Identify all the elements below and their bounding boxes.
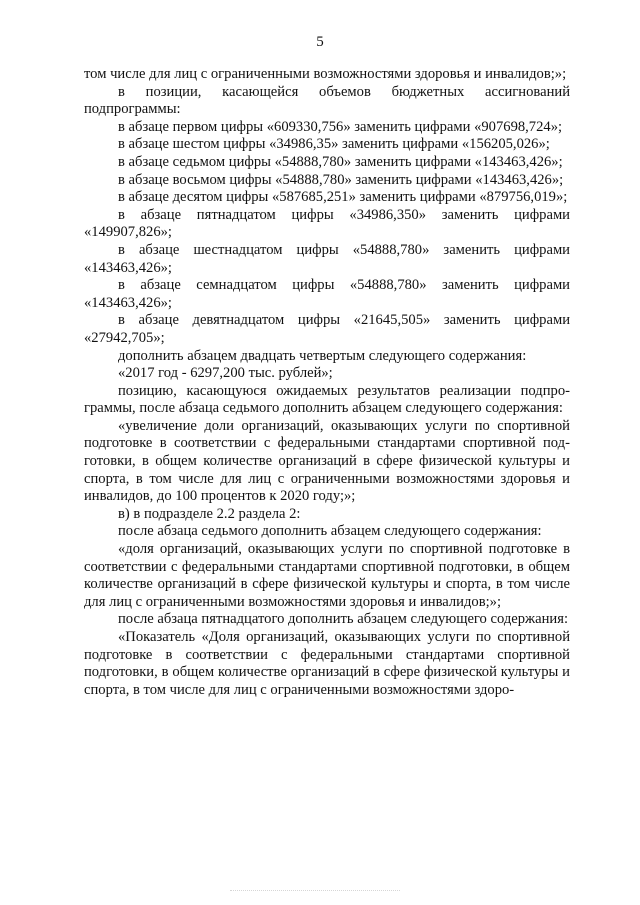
- paragraph: «доля организаций, оказывающих услуги по спортивной подготовке в соответствии с федеральными стандартами спортивной подготовки, в общем количестве организаций в сфере физической культуры и спорта, в том числе для лиц с ограниченными возможностями здоровья и инвалидов;»;: [84, 541, 570, 610]
- paragraph: «увеличение доли организаций, оказывающих услуги по спортивной подготовке в соответствии с федеральными стандартами спортивной подготовки, в общем количестве организаций в сфере физической культуры и спорта, в том числе для лиц с ограниченными возможностями здоровья и инвалидов, до 100 процентов к 2020 году;»;: [84, 417, 570, 505]
- paragraph: в абзаце шестнадцатом цифры «54888,780» заменить цифрами «143463,426»;: [84, 241, 570, 276]
- paragraph: в абзаце первом цифры «609330,756» заменить цифрами «907698,724»;: [118, 118, 563, 135]
- paragraph: в абзаце седьмом цифры «54888,780» заменить цифрами «143463,426»;: [118, 153, 563, 170]
- paragraph: в абзаце пятнадцатом цифры «34986,350» заменить цифрами «149907,826»;: [84, 206, 570, 241]
- scan-artifact: [230, 890, 400, 894]
- paragraph: том числе для лиц с ограниченными возможностями здоровья и инвалидов;»;: [84, 66, 567, 82]
- paragraph: в абзаце шестом цифры «34986,35» заменить цифрами «156205,026»;: [118, 136, 550, 153]
- page-number: 5: [316, 34, 324, 50]
- paragraph: в абзаце десятом цифры «587685,251» заменить цифрами «879756,019»;: [118, 189, 568, 206]
- paragraph: «2017 год - 6297,200 тыс. рублей»;: [118, 365, 333, 382]
- paragraph: в позиции, касающейся объемов бюджетных ассигнований подпрограммы:: [84, 83, 570, 118]
- paragraph: в абзаце восьмом цифры «54888,780» заменить цифрами «143463,426»;: [118, 171, 564, 188]
- paragraph: в абзаце девятнадцатом цифры «21645,505» заменить цифрами «27942,705»;: [84, 312, 570, 346]
- paragraph: в) в подразделе 2.2 раздела 2:: [118, 505, 301, 522]
- document-body: [84, 66, 570, 699]
- paragraph: дополнить абзацем двадцать четвертым следующего содержания:: [118, 347, 527, 364]
- paragraph: «Показатель «Доля организаций, оказывающих услуги по спортивной подготовке в соответствии с федеральными стандартами спортивной подготовки, в общем количестве организаций в сфере физической культуры и спорта, в том числе для лиц с ограниченными возможностями здоро-: [84, 629, 570, 698]
- paragraph: позицию, касающуюся ожидаемых результатов реализации подпрограммы, после абзаца седьмого дополнить абзацем следующего содержания:: [84, 382, 570, 417]
- paragraph: в абзаце семнадцатом цифры «54888,780» заменить цифрами «143463,426»;: [84, 277, 570, 311]
- paragraph: после абзаца пятнадцатого дополнить абзацем следующего содержания:: [118, 611, 568, 628]
- paragraph: после абзаца седьмого дополнить абзацем следующего содержания:: [118, 523, 542, 540]
